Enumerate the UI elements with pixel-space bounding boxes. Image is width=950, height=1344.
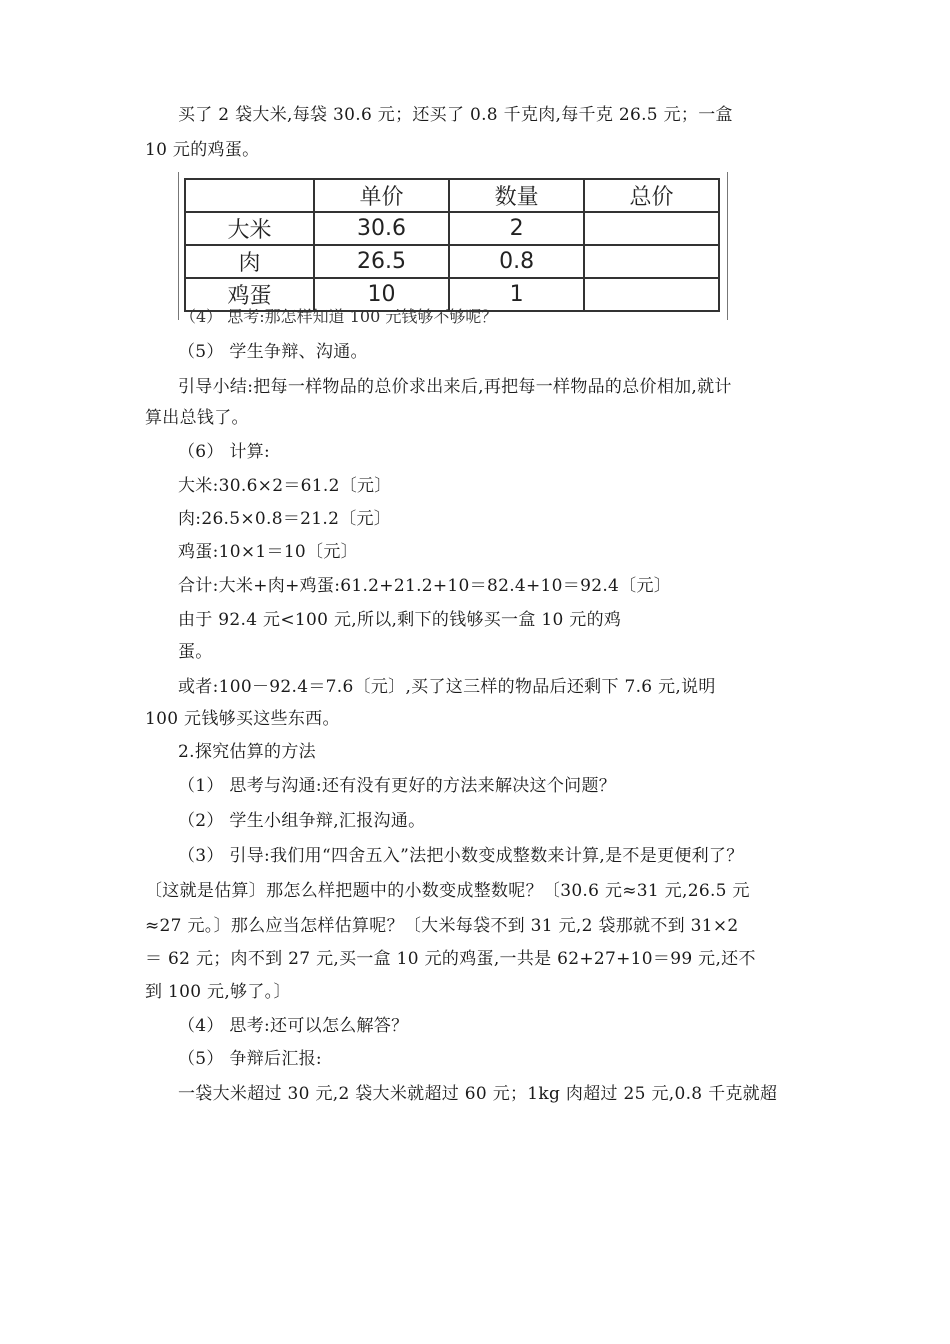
question-4: （4） 思考:那怎样知道 100 元钱够不够呢？ [180,307,498,326]
price-table [184,178,720,312]
calc-egg: 鸡蛋:10×1＝10〔元〕 [178,542,358,562]
section-2-item-3-line-4: ＝ 62 元；肉不到 27 元,买一盒 10 元的鸡蛋,一共是 62+27+10＝99 元,还不 [145,949,756,969]
because-line-2: 蛋。 [178,642,213,662]
table-header-cell: 总价 [584,179,719,212]
table-cell: 0.8 [449,245,584,278]
table-row [185,212,719,245]
table-cell [584,245,719,278]
summary-line-1: 引导小结:把每一样物品的总价求出来后,再把每一样物品的总价相加,就计 [178,377,732,397]
alternative-line-2: 100 元钱够买这些东西。 [145,709,340,729]
summary-line-2: 算出总钱了。 [145,408,249,428]
question-5: （5） 学生争辩、沟通。 [178,342,368,362]
section-2-item-3-line-2: 〔这就是估算〕那怎么样把题中的小数变成整数呢？〔30.6 元≈31 元,26.5 元 [145,881,750,901]
table-header-row [185,179,719,212]
table-cell: 26.5 [314,245,449,278]
section-2-item-3-line-5: 到 100 元,够了。〕 [145,982,291,1002]
calc-meat: 肉:26.5×0.8＝21.2〔元〕 [178,509,392,529]
calc-rice: 大米:30.6×2＝61.2〔元〕 [178,476,392,496]
table-cell: 鸡蛋 [185,278,314,311]
section-2-item-2: （2） 学生小组争辩,汇报沟通。 [178,811,426,831]
table-header-cell: 数量 [449,179,584,212]
section-2-heading: 2.探究估算的方法 [178,742,316,762]
table-cell: 肉 [185,245,314,278]
section-2-item-5: （5） 争辩后汇报: [178,1049,322,1069]
table-cell: 2 [449,212,584,245]
table-cell: 10 [314,278,449,311]
step-6-heading: （6） 计算: [178,442,271,462]
intro-line-2: 10 元的鸡蛋。 [145,140,260,160]
section-2-item-3-line-3: ≈27 元。〕那么应当怎样估算呢？〔大米每袋不到 31 元,2 袋那就不到 31×2 [145,916,739,936]
table-cell [584,212,719,245]
calc-total: 合计:大米+肉+鸡蛋:61.2+21.2+10＝82.4+10＝92.4〔元〕 [178,576,672,596]
table-cell: 大米 [185,212,314,245]
section-2-item-4: （4） 思考:还可以怎么解答？ [178,1016,409,1036]
last-line: 一袋大米超过 30 元,2 袋大米就超过 60 元；1kg 肉超过 25 元,0.8 千克就超 [178,1084,778,1104]
section-2-item-3-line-1: （3） 引导:我们用“四舍五入”法把小数变成整数来计算,是不是更便利了？ [178,846,744,866]
intro-line-1: 买了 2 袋大米,每袋 30.6 元；还买了 0.8 千克肉,每千克 26.5 元；一盒 [178,105,733,125]
alternative-line-1: 或者:100－92.4＝7.6〔元〕,买了这三样的物品后还剩下 7.6 元,说明 [178,677,716,697]
table-cell: 1 [449,278,584,311]
section-2-item-1: （1） 思考与沟通:还有没有更好的方法来解决这个问题？ [178,776,617,796]
table-row [185,245,719,278]
table-cell [584,278,719,311]
table-header-cell: 单价 [314,179,449,212]
because-line-1: 由于 92.4 元<100 元,所以,剩下的钱够买一盒 10 元的鸡 [178,610,622,630]
price-table-frame [178,172,728,320]
table-cell: 30.6 [314,212,449,245]
table-header-cell [185,179,314,212]
